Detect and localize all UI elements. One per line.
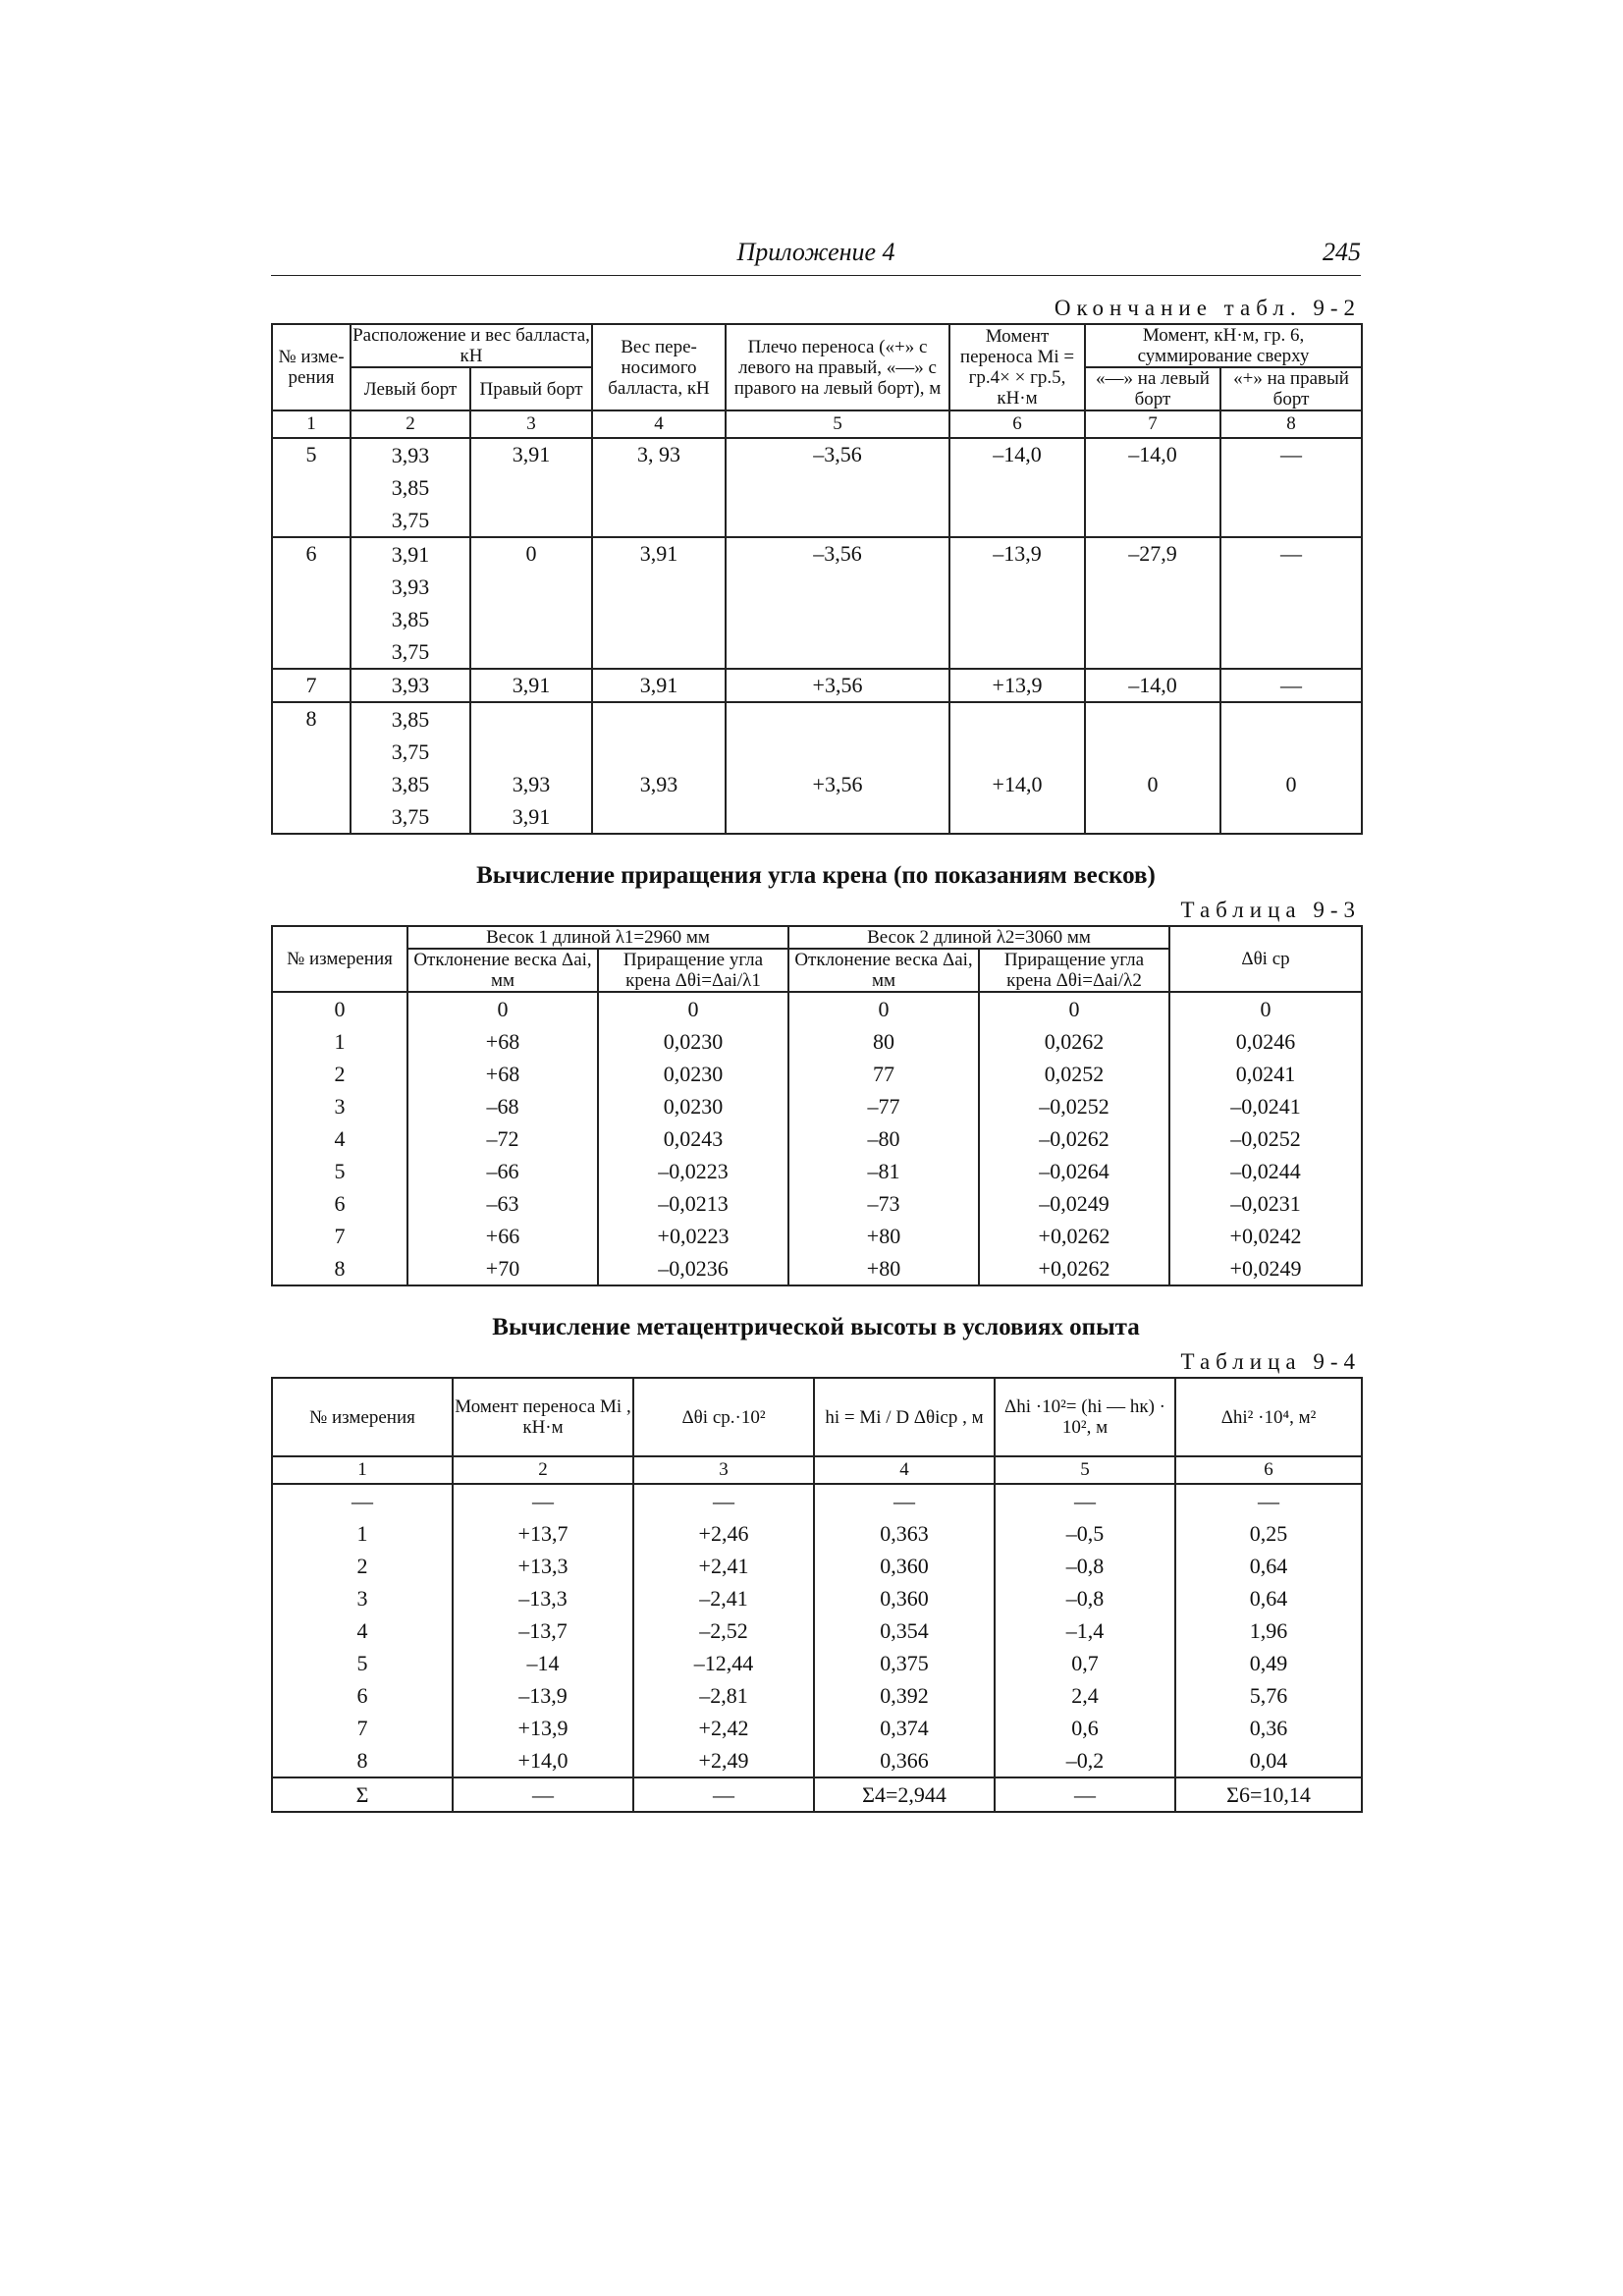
cell: +14,0: [453, 1744, 633, 1777]
cell: 5,76: [1175, 1679, 1362, 1712]
cell: —: [1220, 438, 1362, 537]
cell: 3,91: [592, 669, 726, 702]
table3-heading: Вычисление метацентрической высоты в условиях опыта: [492, 1314, 1140, 1340]
cell: 0: [979, 992, 1169, 1025]
cell: +3,56: [726, 669, 949, 702]
cell: 1: [272, 1025, 407, 1058]
cell-left-ballast: 3,85 3,75 3,85 3,75: [351, 702, 470, 834]
table-row: [272, 992, 1362, 1025]
cell: 0,0230: [598, 1090, 788, 1122]
sum-cell: Σ: [272, 1777, 453, 1812]
cell: 80: [788, 1025, 979, 1058]
sum-cell: —: [995, 1777, 1175, 1812]
header-cell: Весок 1 длиной λ1=2960 мм: [407, 926, 788, 949]
cell: –3,56: [726, 537, 949, 669]
sum-cell: —: [633, 1777, 814, 1812]
cell: +68: [407, 1025, 598, 1058]
table-row: [272, 438, 1362, 537]
cell: 3, 93: [592, 438, 726, 537]
cell: –27,9: [1085, 537, 1220, 669]
cell: +0,0242: [1169, 1220, 1362, 1252]
cell: +80: [788, 1220, 979, 1252]
cell: –12,44: [633, 1647, 814, 1679]
table-row: [272, 1550, 1362, 1582]
header-cell: Весок 2 длиной λ2=3060 мм: [788, 926, 1169, 949]
header-cell: Δhi² ·10⁴, м²: [1175, 1378, 1362, 1456]
header-cell: № измерения: [272, 926, 407, 992]
cell-left-ballast: 3,91 3,93 3,85 3,75: [351, 537, 470, 669]
cell: 0: [1169, 992, 1362, 1025]
header-cell: Вес пере-носимого балласта, кН: [592, 324, 726, 410]
column-number: 1: [272, 1456, 453, 1484]
cell: —: [1220, 669, 1362, 702]
cell: 0,366: [814, 1744, 995, 1777]
header-cell: Приращение угла крена Δθi=Δai/λ2: [979, 949, 1169, 992]
table-row: [272, 1090, 1362, 1122]
header-cell: «+» на правый борт: [1220, 367, 1362, 410]
cell: +13,9: [453, 1712, 633, 1744]
cell: 3,91: [470, 438, 592, 537]
table-row: [272, 537, 1362, 669]
cell: 1: [272, 1517, 453, 1550]
cell: 8: [272, 1744, 453, 1777]
cell: –2,41: [633, 1582, 814, 1614]
table-row: [272, 669, 1362, 702]
cell: 0,0230: [598, 1025, 788, 1058]
cell: 1,96: [1175, 1614, 1362, 1647]
cell: +13,3: [453, 1550, 633, 1582]
cell: 0,64: [1175, 1550, 1362, 1582]
cell: –0,0213: [598, 1187, 788, 1220]
cell: 0: [598, 992, 788, 1025]
table-9-3: [271, 925, 1363, 1286]
cell: 0,375: [814, 1647, 995, 1679]
cell: 3,91: [592, 537, 726, 669]
header-cell: Момент переноса Mi = гр.4× × гр.5, кН·м: [949, 324, 1085, 410]
table2-heading: Вычисление приращения угла крена (по показаниям весков): [476, 862, 1156, 889]
cell: –13,3: [453, 1582, 633, 1614]
column-number: 7: [1085, 410, 1220, 438]
cell: –13,9: [949, 537, 1085, 669]
table-row: [272, 1582, 1362, 1614]
cell: 8: [272, 702, 351, 834]
cell: –0,0236: [598, 1252, 788, 1285]
column-number-row: [272, 410, 1362, 438]
cell: –66: [407, 1155, 598, 1187]
header-cell: Левый борт: [351, 367, 470, 410]
cell: –0,5: [995, 1517, 1175, 1550]
header-cell: Правый борт: [470, 367, 592, 410]
cell: –0,0249: [979, 1187, 1169, 1220]
column-number: 1: [272, 410, 351, 438]
table-row: [272, 1058, 1362, 1090]
cell: 0,49: [1175, 1647, 1362, 1679]
table-row: [272, 702, 1362, 834]
cell: 3,91: [470, 669, 592, 702]
cell: 5: [272, 1647, 453, 1679]
cell: –0,0252: [1169, 1122, 1362, 1155]
cell: 0,0252: [979, 1058, 1169, 1090]
cell: —: [1175, 1484, 1362, 1517]
header-cell: Отклонение веска Δai, мм: [407, 949, 598, 992]
cell: +2,49: [633, 1744, 814, 1777]
cell: 0: [1085, 702, 1220, 834]
table-row: [272, 1252, 1362, 1285]
header-cell: Приращение угла крена Δθi=Δai/λ1: [598, 949, 788, 992]
cell: —: [1220, 537, 1362, 669]
cell: 0,0262: [979, 1025, 1169, 1058]
cell: 0,0246: [1169, 1025, 1362, 1058]
column-number: 2: [351, 410, 470, 438]
cell: 77: [788, 1058, 979, 1090]
cell: –0,0231: [1169, 1187, 1362, 1220]
cell: –81: [788, 1155, 979, 1187]
cell: +2,41: [633, 1550, 814, 1582]
table-row: [272, 1122, 1362, 1155]
sum-cell: Σ4=2,944: [814, 1777, 995, 1812]
cell: 0: [1220, 702, 1362, 834]
cell: –0,8: [995, 1550, 1175, 1582]
header-cell: Отклонение веска Δai, мм: [788, 949, 979, 992]
cell: 0,25: [1175, 1517, 1362, 1550]
cell: –73: [788, 1187, 979, 1220]
table-9-2: [271, 323, 1363, 835]
cell: +0,0223: [598, 1220, 788, 1252]
header-cell: Δhi ·10²= (hi — hк) · 10², м: [995, 1378, 1175, 1456]
table-row: [272, 1517, 1362, 1550]
cell: –0,8: [995, 1582, 1175, 1614]
column-number-row: [272, 1456, 1362, 1484]
table2-caption: Таблица 9-3: [1180, 898, 1361, 922]
sum-cell: —: [453, 1777, 633, 1812]
header-cell: Момент переноса Mi , кН·м: [453, 1378, 633, 1456]
cell: –13,9: [453, 1679, 633, 1712]
table-row: [272, 1647, 1362, 1679]
cell: 0,64: [1175, 1582, 1362, 1614]
column-number: 4: [592, 410, 726, 438]
cell: 0,6: [995, 1712, 1175, 1744]
cell: 7: [272, 1220, 407, 1252]
running-title: Приложение 4: [736, 238, 895, 266]
table-row: [272, 1187, 1362, 1220]
cell: +0,0249: [1169, 1252, 1362, 1285]
cell: 5: [272, 438, 351, 537]
cell: –1,4: [995, 1614, 1175, 1647]
cell: –0,0223: [598, 1155, 788, 1187]
cell: –14,0: [1085, 438, 1220, 537]
cell: 6: [272, 537, 351, 669]
cell: –72: [407, 1122, 598, 1155]
cell: +2,42: [633, 1712, 814, 1744]
cell: 0,04: [1175, 1744, 1362, 1777]
cell: –14: [453, 1647, 633, 1679]
cell: –2,81: [633, 1679, 814, 1712]
running-header: [271, 236, 1361, 276]
table-row: [272, 1712, 1362, 1744]
cell: 7: [272, 1712, 453, 1744]
cell: —: [453, 1484, 633, 1517]
column-number: 2: [453, 1456, 633, 1484]
cell: –0,0244: [1169, 1155, 1362, 1187]
cell: 0: [272, 992, 407, 1025]
cell: —: [814, 1484, 995, 1517]
cell: 6: [272, 1679, 453, 1712]
column-number: 4: [814, 1456, 995, 1484]
column-number: 5: [995, 1456, 1175, 1484]
cell: 2: [272, 1058, 407, 1090]
table-row: [272, 1220, 1362, 1252]
cell: 4: [272, 1614, 453, 1647]
column-number: 6: [949, 410, 1085, 438]
cell: —: [995, 1484, 1175, 1517]
cell: –2,52: [633, 1614, 814, 1647]
cell: –0,2: [995, 1744, 1175, 1777]
sum-row: [272, 1777, 1362, 1812]
cell: 4: [272, 1122, 407, 1155]
table-row: [272, 1614, 1362, 1647]
column-number: 6: [1175, 1456, 1362, 1484]
cell: +80: [788, 1252, 979, 1285]
page: [271, 236, 1361, 1813]
cell: 3,93: [592, 702, 726, 834]
cell: 0,363: [814, 1517, 995, 1550]
header-cell: № измерения: [272, 1378, 453, 1456]
table-row: [272, 1744, 1362, 1777]
table3-caption: Таблица 9-4: [1180, 1349, 1361, 1374]
column-number: 3: [470, 410, 592, 438]
cell: +70: [407, 1252, 598, 1285]
cell: –14,0: [1085, 669, 1220, 702]
cell: +13,9: [949, 669, 1085, 702]
cell: 3: [272, 1090, 407, 1122]
cell: 0,7: [995, 1647, 1175, 1679]
cell: +68: [407, 1058, 598, 1090]
cell: 8: [272, 1252, 407, 1285]
cell: –14,0: [949, 438, 1085, 537]
header-cell: hi = Mi / D Δθiср , м: [814, 1378, 995, 1456]
sum-cell: Σ6=10,14: [1175, 1777, 1362, 1812]
cell: +2,46: [633, 1517, 814, 1550]
table1-caption: Окончание табл. 9-2: [1054, 296, 1361, 320]
cell: +0,0262: [979, 1252, 1169, 1285]
cell: –0,0262: [979, 1122, 1169, 1155]
cell: 3: [272, 1582, 453, 1614]
cell: –0,0241: [1169, 1090, 1362, 1122]
cell-right-ballast: 3,93 3,91: [470, 702, 592, 834]
cell: +14,0: [949, 702, 1085, 834]
header-cell: «—» на левый борт: [1085, 367, 1220, 410]
column-number: 5: [726, 410, 949, 438]
table-row: [272, 1155, 1362, 1187]
cell: 0,360: [814, 1582, 995, 1614]
cell: 0,36: [1175, 1712, 1362, 1744]
cell: 6: [272, 1187, 407, 1220]
cell: 0,374: [814, 1712, 995, 1744]
cell: 2: [272, 1550, 453, 1582]
cell: 7: [272, 669, 351, 702]
cell: +0,0262: [979, 1220, 1169, 1252]
cell: 0,392: [814, 1679, 995, 1712]
header-cell: Момент, кН·м, гр. 6, суммирование сверху: [1085, 324, 1362, 367]
cell: 0,0241: [1169, 1058, 1362, 1090]
cell: –13,7: [453, 1614, 633, 1647]
cell: –0,0252: [979, 1090, 1169, 1122]
cell: —: [633, 1484, 814, 1517]
cell: +3,56: [726, 702, 949, 834]
cell: 0,0243: [598, 1122, 788, 1155]
page-number: 245: [1323, 238, 1361, 266]
cell-left-ballast: 3,93 3,85 3,75: [351, 438, 470, 537]
cell: +13,7: [453, 1517, 633, 1550]
cell: 0,0230: [598, 1058, 788, 1090]
cell: 2,4: [995, 1679, 1175, 1712]
header-cell: Расположение и вес балласта, кН: [351, 324, 592, 367]
table-9-4: [271, 1377, 1363, 1813]
header-cell: Δθi ср: [1169, 926, 1362, 992]
table-row: [272, 1484, 1362, 1517]
cell: —: [272, 1484, 453, 1517]
header-cell: № изме-рения: [272, 324, 351, 410]
cell: –63: [407, 1187, 598, 1220]
header-cell: Δθi ср.·10²: [633, 1378, 814, 1456]
column-number: 8: [1220, 410, 1362, 438]
cell: –3,56: [726, 438, 949, 537]
header-cell: Плечо переноса («+» с левого на правый, «—» с правого на левый борт), м: [726, 324, 949, 410]
table-row: [272, 1679, 1362, 1712]
cell: –77: [788, 1090, 979, 1122]
cell: +66: [407, 1220, 598, 1252]
cell: –0,0264: [979, 1155, 1169, 1187]
cell: 0: [470, 537, 592, 669]
cell: 0: [407, 992, 598, 1025]
cell: 3,93: [351, 669, 470, 702]
table-row: [272, 1025, 1362, 1058]
cell: 0: [788, 992, 979, 1025]
cell: –80: [788, 1122, 979, 1155]
cell: –68: [407, 1090, 598, 1122]
column-number: 3: [633, 1456, 814, 1484]
cell: 0,354: [814, 1614, 995, 1647]
cell: 5: [272, 1155, 407, 1187]
cell: 0,360: [814, 1550, 995, 1582]
